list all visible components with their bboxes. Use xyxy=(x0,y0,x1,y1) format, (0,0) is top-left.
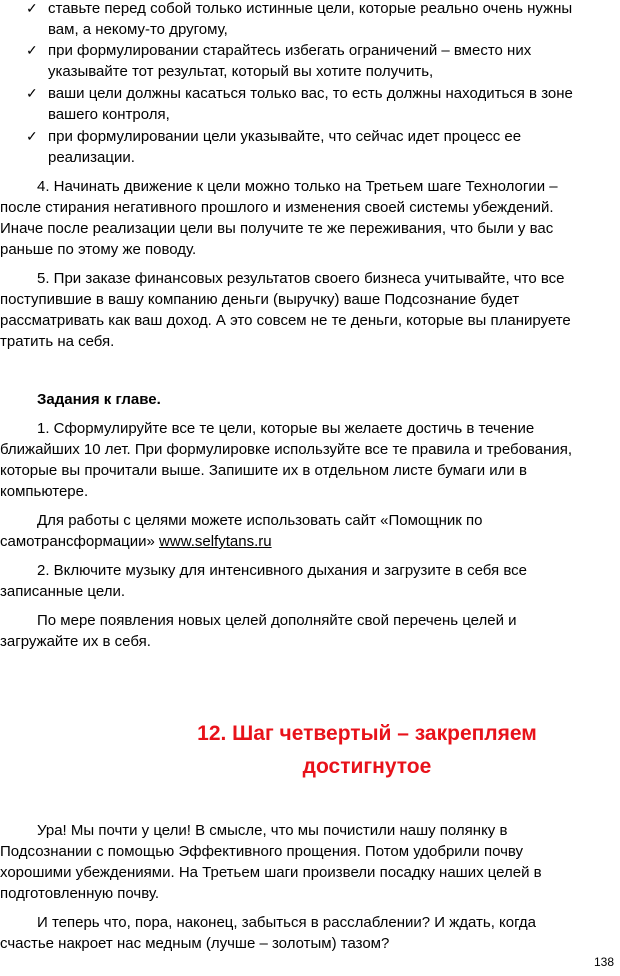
checklist-item-1-line-2: вам, а некому-то другому, xyxy=(48,21,228,38)
paragraph-line: 5. При заказе финансовых результатов своего бизнеса учитывайте, что все xyxy=(37,270,565,287)
paragraph-line: 2. Включите музыку для интенсивного дыхания и загрузите в себя все xyxy=(37,562,527,579)
site-prefix: самотрансформации» xyxy=(0,533,160,550)
chapter-heading-line-2: достигнутое xyxy=(302,755,432,778)
checklist-item-4-line-2: реализации. xyxy=(48,149,135,166)
paragraph-line: хорошими убеждениями. На Третьем шаги произвели посадку наших целей в xyxy=(0,864,542,881)
check-icon: ✓ xyxy=(26,0,38,16)
paragraph-line: записанные цели. xyxy=(0,583,125,600)
check-icon: ✓ xyxy=(26,42,38,58)
paragraph-line: Для работы с целями можете использовать сайт «Помощник по xyxy=(37,512,483,529)
paragraph-line: загружайте их в себя. xyxy=(0,633,151,650)
paragraph-line: Иначе после реализации цели вы получите те же переживания, что были у вас xyxy=(0,220,554,237)
check-icon: ✓ xyxy=(26,85,38,101)
checklist-item-1-line-1: ставьте перед собой только истинные цели, которые реально очень нужны xyxy=(48,0,573,17)
paragraph-line: Подсознании с помощью Эффективного прощения. Потом удобрили почву xyxy=(0,843,524,860)
site-link[interactable]: www.selfytans.ru xyxy=(159,533,272,550)
paragraph-line: после стирания негативного прошлого и изменения своей системы убеждений. xyxy=(0,199,554,216)
paragraph-line: тратить на себя. xyxy=(0,333,115,350)
checklist-item-3-line-1: ваши цели должны касаться только вас, то есть должны находиться в зоне xyxy=(48,85,573,102)
paragraph-line: подготовленную почву. xyxy=(0,885,160,902)
check-icon: ✓ xyxy=(26,128,38,144)
tasks-title: Задания к главе. xyxy=(37,391,161,408)
paragraph-line: раньше по этому же поводу. xyxy=(0,241,197,258)
paragraph-line: которые вы прочитали выше. Запишите их в отдельном листе бумаги или в xyxy=(0,462,527,479)
paragraph-line: ближайших 10 лет. При формулировке используйте все те правила и требования, xyxy=(0,441,573,458)
checklist-item-3-line-2: вашего контроля, xyxy=(48,106,170,123)
chapter-heading-line-1: 12. Шаг четвертый – закрепляем xyxy=(197,722,537,745)
checklist-item-2-line-2: указывайте тот результат, который вы хотите получить, xyxy=(48,63,434,80)
paragraph-line: 1. Сформулируйте все те цели, которые вы желаете достичь в течение xyxy=(37,420,535,437)
paragraph-line: По мере появления новых целей дополняйте свой перечень целей и xyxy=(37,612,517,629)
paragraph-line: Ура! Мы почти у цели! В смысле, что мы почистили нашу полянку в xyxy=(37,822,508,839)
paragraph-line: компьютере. xyxy=(0,483,89,500)
paragraph-line: И теперь что, пора, наконец, забыться в расслаблении? И ждать, когда xyxy=(37,914,536,931)
paragraph-line: поступившие в вашу компанию деньги (выручку) ваше Подсознание будет xyxy=(0,291,520,308)
paragraph-line xyxy=(0,531,272,552)
paragraph-line: рассматривать как ваш доход. А это совсем не те деньги, которые вы планируете xyxy=(0,312,571,329)
checklist-item-2-line-1: при формулировании старайтесь избегать ограничений – вместо них xyxy=(48,42,532,59)
paragraph-line: счастье накроет нас медным (лучше – золотым) тазом? xyxy=(0,935,390,952)
page-number: 138 xyxy=(593,955,614,969)
paragraph-line: 4. Начинать движение к цели можно только на Третьем шаге Технологии – xyxy=(37,178,558,195)
checklist-item-4-line-1: при формулировании цели указывайте, что сейчас идет процесс ее xyxy=(48,128,522,145)
